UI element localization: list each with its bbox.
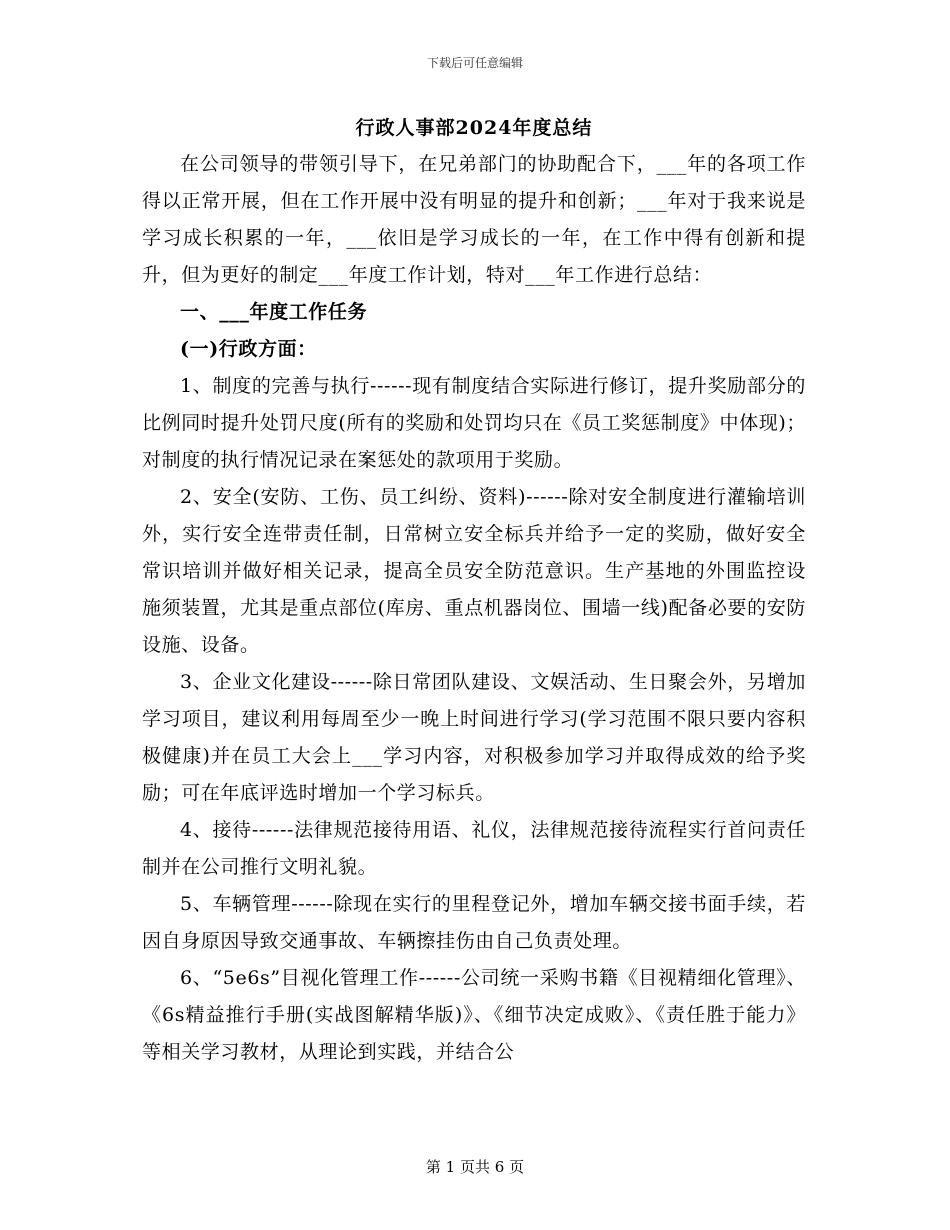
subsection-heading: (一)行政方面：	[180, 338, 317, 360]
list-item: 3、企业文化建设------除日常团队建设、文娱活动、生日聚会外，另增加学习项目，建议利用每周至少一晚上时间进行学习(学习范围不限只要内容积极健康)并在员工大会上___学习内容，对积极参加学习并取得成效的给予奖励；可在年底评选时增加一个学习标兵。	[142, 671, 806, 804]
intro-paragraph: 在公司领导的带领引导下，在兄弟部门的协助配合下，___年的各项工作得以正常开展，但在工作开展中没有明显的提升和创新；___年对于我来说是学习成长积累的一年，___依旧是学习成长的一年，在工作中得有创新和提升，但为更好的制定___年度工作计划，特对___年工作进行总结：	[142, 153, 806, 286]
list-item: 6、“5e6s”目视化管理工作------公司统一采购书籍《目视精细化管理》、《6s精益推行手册(实战图解精华版)》、《细节决定成败》、《责任胜于能力》等相关学习教材，从理论到实践，并结合公	[142, 967, 806, 1063]
document-title: 行政人事部2024年度总结	[355, 117, 593, 139]
list-item: 2、安全(安防、工伤、员工纠纷、资料)------除对安全制度进行灌输培训外，实行安全连带责任制，日常树立安全标兵并给予一定的奖励，做好安全常识培训并做好相关记录，提高全员安全防范意识。生产基地的外围监控设施须装置，尤其是重点部位(库房、重点机器岗位、围墙一线)配备必要的安防设施、设备。	[142, 486, 806, 656]
list-item: 1、制度的完善与执行------现有制度结合实际进行修订，提升奖励部分的比例同时提升处罚尺度(所有的奖励和处罚均只在《员工奖惩制度》中体现)；对制度的执行情况记录在案惩处的款项用于奖励。	[142, 375, 806, 471]
list-item: 5、车辆管理------除现在实行的里程登记外，增加车辆交接书面手续，若因自身原因导致交通事故、车辆擦挂伤由自己负责处理。	[142, 893, 806, 952]
section-heading: 一、___年度工作任务	[180, 301, 368, 323]
header-note: 下载后可任意编辑	[426, 56, 523, 70]
page-number-footer: 第 1 页共 6 页	[425, 1158, 525, 1176]
document-body	[142, 110, 806, 1071]
list-item: 4、接待------法律规范接待用语、礼仪，法律规范接待流程实行首问责任制并在公司推行文明礼貌。	[142, 819, 806, 878]
